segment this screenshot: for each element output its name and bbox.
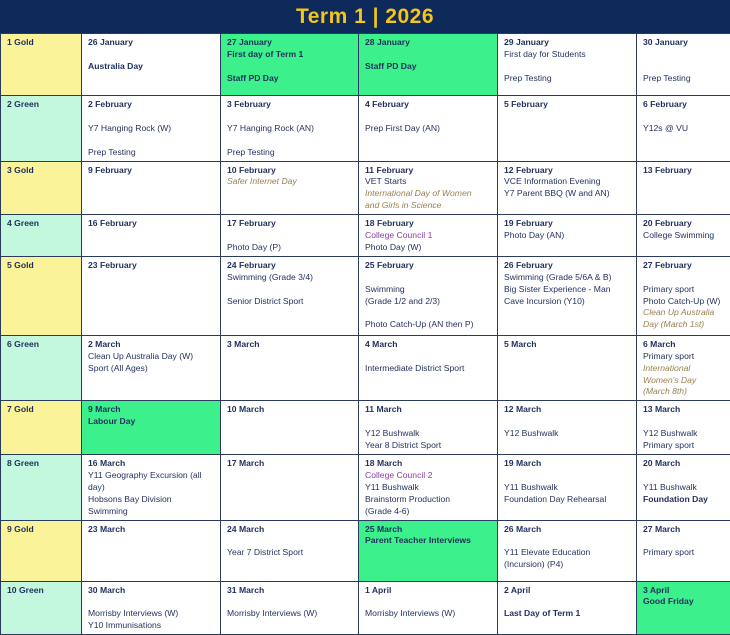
day-date: 29 January — [504, 37, 633, 49]
week-row — [1, 96, 730, 162]
day-cell — [82, 454, 221, 520]
day-date: 24 March — [227, 524, 355, 536]
day-date: 4 March — [365, 339, 494, 351]
event: Photo Day (W) — [365, 242, 494, 254]
week-row — [1, 34, 730, 96]
day-date: 10 March — [227, 404, 355, 416]
event: Senior District Sport — [227, 296, 355, 308]
event: College Swimming — [643, 230, 727, 242]
day-date: 3 February — [227, 99, 355, 111]
event: Year 7 District Sport — [227, 547, 355, 559]
event: Clean Up Australia — [643, 307, 727, 319]
day-date: 3 April — [643, 585, 727, 597]
event: Prep Testing — [643, 73, 727, 85]
day-cell — [498, 520, 637, 581]
day-date: 9 February — [88, 165, 217, 177]
day-cell — [221, 215, 359, 257]
day-date: 6 March — [643, 339, 727, 351]
day-cell — [498, 96, 637, 162]
week-label: 10 Green — [1, 581, 82, 635]
event: Staff PD Day — [227, 73, 355, 85]
event: Staff PD Day — [365, 61, 494, 73]
day-date: 11 March — [365, 404, 494, 416]
event: Photo Catch-Up (AN then P) — [365, 319, 494, 331]
event: International Day of Women — [365, 188, 494, 200]
event: Prep First Day (AN) — [365, 123, 494, 135]
day-date: 26 March — [504, 524, 633, 536]
week-row — [1, 161, 730, 215]
event: Clean Up Australia Day (W) — [88, 351, 217, 363]
event: Sport (All Ages) — [88, 363, 217, 375]
day-cell — [221, 581, 359, 635]
event: Hobsons Bay Division — [88, 494, 217, 506]
day-date: 16 March — [88, 458, 217, 470]
term-calendar — [0, 33, 730, 635]
event: College Council 1 — [365, 230, 494, 242]
event: Prep Testing — [88, 147, 217, 159]
day-cell — [359, 161, 498, 215]
event: Safer Internet Day — [227, 176, 355, 188]
day-cell — [359, 581, 498, 635]
day-cell — [637, 161, 730, 215]
day-cell — [498, 335, 637, 401]
event: Y11 Elevate Education — [504, 547, 633, 559]
day-date: 17 March — [227, 458, 355, 470]
day-cell — [637, 454, 730, 520]
day-date: 19 March — [504, 458, 633, 470]
week-label: 4 Green — [1, 215, 82, 257]
event: Morrisby Interviews (W) — [365, 608, 494, 620]
day-date: 30 January — [643, 37, 727, 49]
week-row — [1, 454, 730, 520]
week-label: 7 Gold — [1, 401, 82, 455]
day-date: 2 March — [88, 339, 217, 351]
day-cell — [221, 256, 359, 335]
event: Primary sport — [643, 547, 727, 559]
day-cell — [221, 520, 359, 581]
day-cell — [82, 520, 221, 581]
day-cell — [637, 335, 730, 401]
day-cell — [82, 581, 221, 635]
day-date: 9 March — [88, 404, 217, 416]
day-date: 20 March — [643, 458, 727, 470]
day-cell — [498, 34, 637, 96]
event: day) — [88, 482, 217, 494]
event: Swimming (Grade 5/6A & B) — [504, 272, 633, 284]
event: Morrisby Interviews (W) — [227, 608, 355, 620]
event: Y12 Bushwalk — [365, 428, 494, 440]
day-cell — [498, 581, 637, 635]
day-date: 10 February — [227, 165, 355, 177]
week-label: 2 Green — [1, 96, 82, 162]
event: First day for Students — [504, 49, 633, 61]
event: Labour Day — [88, 416, 217, 428]
calendar-header — [0, 0, 730, 33]
event: (March 8th) — [643, 386, 727, 398]
event: Swimming (Grade 3/4) — [227, 272, 355, 284]
event: Cave Incursion (Y10) — [504, 296, 633, 308]
event: International — [643, 363, 727, 375]
day-cell — [637, 520, 730, 581]
day-date: 11 February — [365, 165, 494, 177]
event: Morrisby Interviews (W) — [88, 608, 217, 620]
event: Parent Teacher Interviews — [365, 535, 494, 547]
day-cell — [498, 454, 637, 520]
event: Y11 Bushwalk — [365, 482, 494, 494]
event: VET Starts — [365, 176, 494, 188]
event: Y11 Bushwalk — [643, 482, 727, 494]
day-date: 16 February — [88, 218, 217, 230]
week-label: 5 Gold — [1, 256, 82, 335]
day-date: 27 January — [227, 37, 355, 49]
day-cell — [637, 256, 730, 335]
day-cell — [359, 215, 498, 257]
day-cell — [637, 34, 730, 96]
event: Foundation Day — [643, 494, 727, 506]
event: Y7 Parent BBQ (W and AN) — [504, 188, 633, 200]
event: Good Friday — [643, 596, 727, 608]
day-cell — [637, 215, 730, 257]
event: Photo Catch-Up (W) — [643, 296, 727, 308]
day-cell — [359, 335, 498, 401]
event: (Incursion) (P4) — [504, 559, 633, 571]
day-cell — [498, 256, 637, 335]
day-cell — [359, 96, 498, 162]
event: (Grade 4-6) — [365, 506, 494, 518]
day-cell — [221, 161, 359, 215]
day-cell — [221, 454, 359, 520]
event: Intermediate District Sport — [365, 363, 494, 375]
day-date: 20 February — [643, 218, 727, 230]
week-row — [1, 401, 730, 455]
week-row — [1, 581, 730, 635]
day-date: 1 April — [365, 585, 494, 597]
week-row — [1, 520, 730, 581]
day-cell — [82, 215, 221, 257]
event: Big Sister Experience - Man — [504, 284, 633, 296]
day-date: 18 March — [365, 458, 494, 470]
day-date: 12 March — [504, 404, 633, 416]
day-date: 2 February — [88, 99, 217, 111]
event: Photo Day (AN) — [504, 230, 633, 242]
day-date: 23 March — [88, 524, 217, 536]
event: Year 8 District Sport — [365, 440, 494, 452]
day-date: 19 February — [504, 218, 633, 230]
event: Primary sport — [643, 351, 727, 363]
week-label: 3 Gold — [1, 161, 82, 215]
event: Swimming — [88, 506, 217, 518]
day-cell — [637, 401, 730, 455]
page-title: Term 1 | 2026 — [296, 5, 434, 29]
event: Prep Testing — [504, 73, 633, 85]
day-date: 6 February — [643, 99, 727, 111]
day-date: 3 March — [227, 339, 355, 351]
day-date: 12 February — [504, 165, 633, 177]
event: Day (March 1st) — [643, 319, 727, 331]
event: Women's Day — [643, 375, 727, 387]
week-label: 6 Green — [1, 335, 82, 401]
event: Swimming — [365, 284, 494, 296]
day-date: 25 February — [365, 260, 494, 272]
event: College Council 2 — [365, 470, 494, 482]
day-cell — [221, 34, 359, 96]
event: Y12 Bushwalk — [504, 428, 633, 440]
day-cell — [82, 256, 221, 335]
event: First day of Term 1 — [227, 49, 355, 61]
day-date: 13 March — [643, 404, 727, 416]
day-date: 23 February — [88, 260, 217, 272]
day-cell — [498, 161, 637, 215]
day-date: 5 March — [504, 339, 633, 351]
day-date: 24 February — [227, 260, 355, 272]
day-cell — [359, 34, 498, 96]
week-label: 8 Green — [1, 454, 82, 520]
event: Primary sport — [643, 440, 727, 452]
day-cell — [498, 215, 637, 257]
day-cell — [359, 401, 498, 455]
day-cell — [221, 401, 359, 455]
day-date: 31 March — [227, 585, 355, 597]
event: Australia Day — [88, 61, 217, 73]
day-date: 27 February — [643, 260, 727, 272]
day-cell — [359, 520, 498, 581]
event: Y12 Bushwalk — [643, 428, 727, 440]
week-row — [1, 215, 730, 257]
event: Last Day of Term 1 — [504, 608, 633, 620]
day-date: 5 February — [504, 99, 633, 111]
week-row — [1, 256, 730, 335]
day-date: 26 January — [88, 37, 217, 49]
event: and Girls in Science — [365, 200, 494, 212]
week-label: 9 Gold — [1, 520, 82, 581]
day-date: 4 February — [365, 99, 494, 111]
day-cell — [82, 161, 221, 215]
day-date: 26 February — [504, 260, 633, 272]
day-cell — [82, 96, 221, 162]
day-date: 18 February — [365, 218, 494, 230]
event: Y7 Hanging Rock (AN) — [227, 123, 355, 135]
day-cell — [82, 401, 221, 455]
day-cell — [637, 96, 730, 162]
day-date: 27 March — [643, 524, 727, 536]
event: (Grade 1/2 and 2/3) — [365, 296, 494, 308]
day-date: 30 March — [88, 585, 217, 597]
day-date: 2 April — [504, 585, 633, 597]
day-cell — [359, 256, 498, 335]
week-row — [1, 335, 730, 401]
event: Primary sport — [643, 284, 727, 296]
day-cell — [498, 401, 637, 455]
event: Y7 Hanging Rock (W) — [88, 123, 217, 135]
day-cell — [359, 454, 498, 520]
day-date: 25 March — [365, 524, 494, 536]
day-cell — [82, 34, 221, 96]
day-date: 13 February — [643, 165, 727, 177]
event: Y12s @ VU — [643, 123, 727, 135]
event: Photo Day (P) — [227, 242, 355, 254]
event: Prep Testing — [227, 147, 355, 159]
day-cell — [221, 335, 359, 401]
event: VCE Information Evening — [504, 176, 633, 188]
event: Brainstorm Production — [365, 494, 494, 506]
day-cell — [82, 335, 221, 401]
event: Y11 Bushwalk — [504, 482, 633, 494]
day-cell — [637, 581, 730, 635]
day-date: 28 January — [365, 37, 494, 49]
day-cell — [221, 96, 359, 162]
day-date: 17 February — [227, 218, 355, 230]
week-label: 1 Gold — [1, 34, 82, 96]
event: Y10 Immunisations — [88, 620, 217, 632]
event: Y11 Geography Excursion (all — [88, 470, 217, 482]
event: Foundation Day Rehearsal — [504, 494, 633, 506]
